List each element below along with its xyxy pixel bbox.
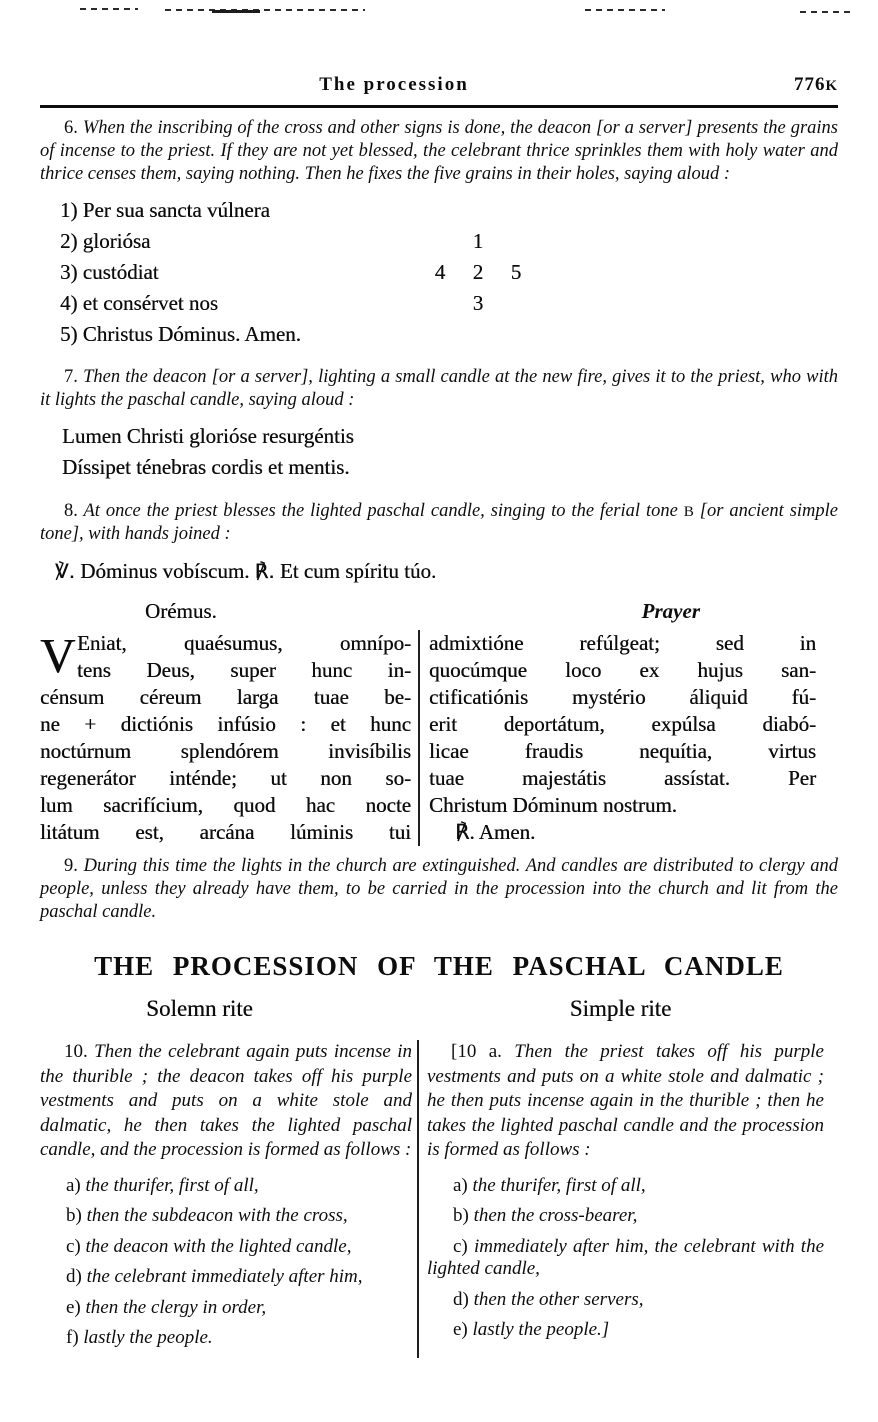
versicle-response-line: [55, 559, 838, 584]
rubric-text: Then the priest takes off his purple vestments and puts on a white stole and dalmatic ; he then puts incense again in the thurible ; then he takes the lighted paschal candle and the procession is formed as follows :: [427, 1041, 824, 1160]
simple-rite-subhead: Simple rite: [569, 996, 672, 1021]
list-item: c) the deacon with the lighted candle,: [66, 1235, 352, 1257]
rubric-number: 6.: [64, 118, 78, 138]
cross-diagram-left: 4: [434, 260, 446, 284]
rubric-number: 9.: [64, 856, 78, 876]
solemn-rite-subhead: Solemn rite: [146, 996, 253, 1021]
list-item: d) then the other servers,: [453, 1288, 644, 1310]
prayer-line: ne + dictiónis infúsio : et hunc: [40, 712, 411, 736]
rubric-6: [40, 117, 838, 186]
rubric-number: 7.: [64, 367, 78, 387]
prayer-line: noctúrnum splendórem invisíbilis: [40, 739, 411, 763]
cross-diagram-center: 2: [472, 260, 484, 284]
list-item: a) the thurifer, first of all,: [453, 1174, 646, 1196]
prayer-latin-left-column: [40, 630, 411, 846]
running-title: The procession: [319, 74, 469, 95]
page-header: [40, 0, 838, 96]
prayer-line: tuae majestátis assístat. Per: [429, 766, 816, 790]
drop-cap: V: [40, 628, 76, 683]
scan-artifact: [212, 10, 260, 13]
list-item: c) immediately after him, the celebrant with the lighted candle,: [427, 1235, 825, 1279]
tone-letter: B: [683, 503, 694, 520]
lumen-christi-verse: [62, 421, 838, 483]
prayer-response: ℟. Amen.: [455, 820, 536, 844]
page-number-suffix: K: [825, 78, 838, 94]
rubric-text: [or ancient simple tone], with hands joined :: [40, 501, 839, 544]
solemn-procession-order: [40, 1175, 412, 1350]
grain-verse-list: [60, 195, 838, 350]
list-item: 5) Christus Dóminus. Amen.: [60, 322, 301, 346]
cross-diagram-right: 5: [510, 260, 522, 284]
response-sign: ℟.: [254, 559, 275, 583]
rubric-10: [40, 1040, 412, 1163]
verse-line: Díssipet ténebras cordis et mentis.: [62, 455, 350, 479]
prayer-line: quocúmque loco ex hujus san-: [429, 658, 816, 682]
rubric-number: 10.: [64, 1041, 88, 1062]
list-item: 1) Per sua sancta vúlnera: [60, 198, 270, 222]
versicle-sign: ℣.: [55, 559, 75, 583]
page-number: 776K: [793, 74, 838, 95]
scan-artifact: [80, 8, 138, 10]
cross-diagram-bottom: 3: [472, 291, 484, 315]
list-item: f) lastly the people.: [66, 1327, 213, 1348]
list-item: 3) custódiat: [60, 260, 159, 284]
list-item: e) lastly the people.]: [453, 1319, 610, 1340]
list-item: d) the celebrant immediately after him,: [66, 1266, 363, 1287]
list-item: b) then the subdeacon with the cross,: [66, 1205, 348, 1226]
prayer-two-columns: [40, 630, 838, 846]
rubric-10a: [427, 1040, 824, 1163]
rite-subheadings: [40, 996, 838, 1022]
prayer-line: admixtióne refúlgeat; sed in: [429, 631, 816, 655]
prayer-line: Eniat, quaésumus, omnípo-: [77, 631, 411, 655]
list-item: e) then the clergy in order,: [66, 1296, 267, 1318]
verse-line: Lumen Christi glorióse resurgéntis: [62, 424, 354, 448]
prayer-line: litátum est, arcána lúminis tui: [40, 820, 411, 844]
prayer-line: Christum Dóminum nostrum.: [429, 793, 677, 817]
oremus-heading: Orémus.: [145, 599, 217, 623]
rubric-8: [40, 500, 838, 546]
rubric-number: 8.: [64, 501, 78, 521]
simple-procession-order: [427, 1175, 824, 1342]
rubric-text: When the inscribing of the cross and other signs is done, the deacon [or a server] presents the grains of incense to the priest. If they are not yet blessed, the celebrant thrice sprinkles them with holy water and thrice censes them, saying nothing. Then he fixes the five grains in their holes, saying aloud :: [40, 118, 838, 184]
list-item: 4) et consérvet nos: [60, 291, 219, 315]
list-item: b) then the cross-bearer,: [453, 1205, 638, 1226]
solemn-rite-column: [40, 1040, 412, 1358]
rubric-text: Then the celebrant again puts incense in the thurible ; the deacon takes off his purple vestments and puts on a white stole and dalmatic, he then takes the lighted paschal candle, and the procession is formed as follows :: [40, 1041, 413, 1160]
cross-diagram-top: 1: [472, 229, 484, 253]
rubric-text: At once the priest blesses the lighted paschal candle, singing to the ferial tone: [83, 501, 678, 521]
scan-artifact: [585, 9, 665, 11]
list-item: 2) gloriósa: [60, 229, 151, 253]
rite-two-columns: [40, 1040, 838, 1358]
prayer-line: licae fraudis nequítia, virtus: [429, 739, 816, 763]
rubric-text: Then the deacon [or a server], lighting a small candle at the new fire, gives it to the priest, who with it lights the paschal candle, saying aloud :: [40, 367, 839, 410]
rubric-text: During this time the lights in the church are extinguished. And candles are distributed to clergy and people, unless they already have them, to be carried in the procession into the church and lit from the paschal candle.: [40, 856, 839, 922]
prayer-headings: [40, 599, 838, 624]
header-rule: [40, 105, 838, 108]
versicle-text: Dóminus vobíscum.: [80, 559, 250, 583]
prayer-line: cénsum céreum larga tuae be-: [40, 685, 411, 709]
list-item: a) the thurifer, first of all,: [66, 1174, 259, 1196]
prayer-line: ctificatiónis mystério áliquid fú-: [429, 685, 816, 709]
prayer-line: tens Deus, super hunc in-: [77, 658, 411, 682]
prayer-line: erit deportátum, expúlsa diabó-: [429, 712, 816, 736]
section-heading: THE PROCESSION OF THE PASCHAL CANDLE: [94, 951, 784, 981]
rubric-7: [40, 366, 838, 412]
rubric-9: [40, 855, 838, 924]
scan-artifact: [800, 11, 852, 13]
rubric-number: [10 a.: [451, 1041, 502, 1062]
simple-rite-column: [419, 1040, 838, 1358]
prayer-line: regenerátor inténde; ut non so-: [40, 766, 411, 790]
prayer-latin-right-column: [420, 630, 838, 846]
prayer-line: lum sacrifícium, quod hac nocte: [40, 793, 411, 817]
response-text: Et cum spíritu túo.: [279, 559, 437, 583]
scan-artifact: [165, 9, 365, 11]
prayer-heading: Prayer: [641, 599, 700, 623]
